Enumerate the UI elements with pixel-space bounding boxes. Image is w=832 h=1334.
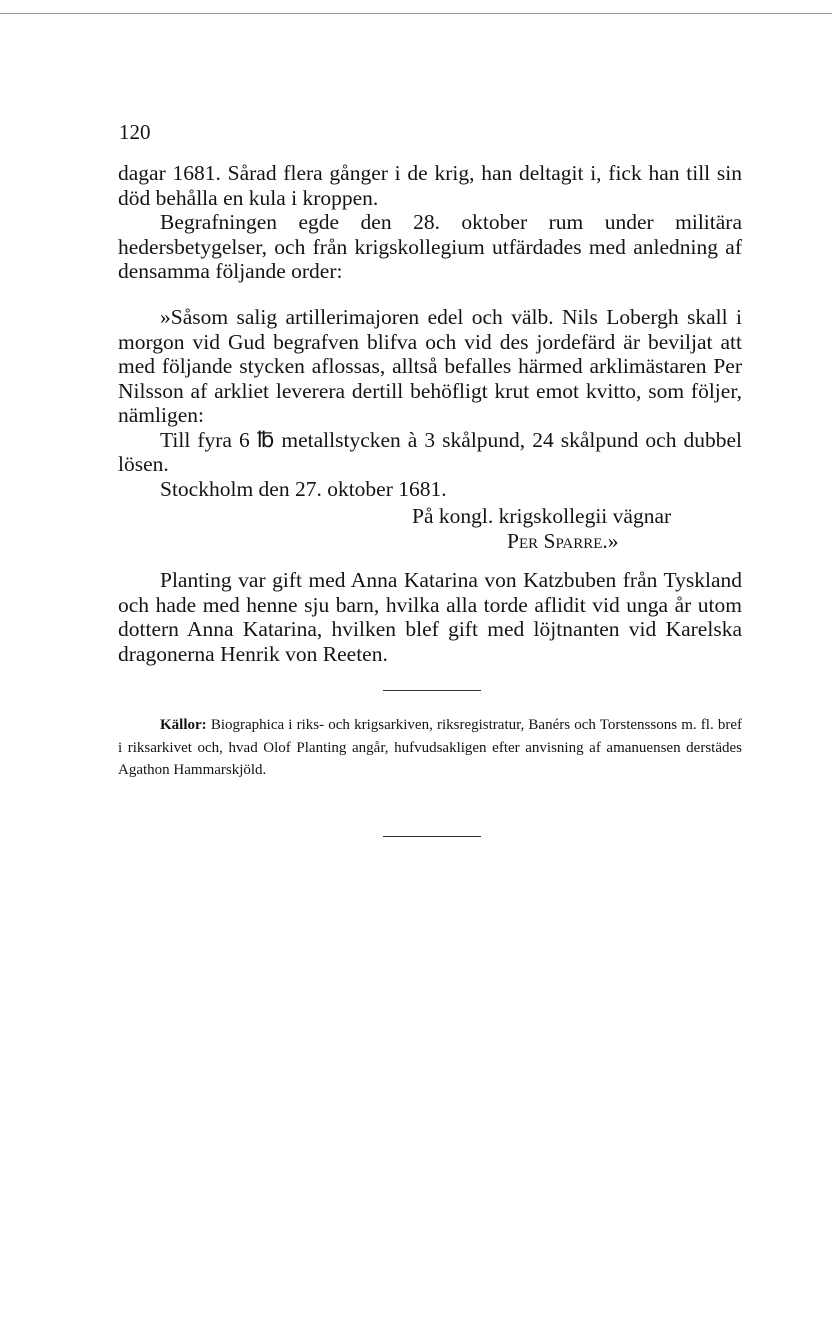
section-divider — [383, 690, 481, 691]
order-authority: På kongl. krigskollegii vägnar — [412, 504, 672, 528]
opening-paragraphs — [118, 161, 742, 284]
paragraph-continuation: dagar 1681. Sårad flera gånger i de krig, han deltagit i, fick han till sin död behålla en kula i kroppen. — [118, 161, 742, 210]
page-number: 120 — [119, 120, 151, 144]
closing-paragraph — [118, 568, 742, 666]
order-item: Till fyra 6 ℔ metallstycken à 3 skålpund, 24 skålpund och dubbel lösen. — [118, 427, 742, 476]
order-place-date: Stockholm den 27. oktober 1681. — [160, 476, 447, 501]
paragraph-family: Planting var gift med Anna Katarina von Katzbuben från Tyskland och hade med henne sju barn, hvilka alla torde aflidit vid unga år utom dottern Anna Katarina, hvilken blef gift med löjtnanten vid Karelska dragonerna Henrik von Reeten. — [118, 568, 742, 666]
sources-label: Källor: — [160, 717, 207, 733]
sources-text: Biographica i riks- och krigsarkiven, riksregistratur, Banérs och Torstenssons m. fl. bref i riksarkivet och, hvad Olof Planting angår, hufvudsakligen efter anvisning af amanuensen derstädes Agathon Hammarskjöld. — [118, 717, 743, 778]
quoted-order — [118, 305, 742, 501]
order-body: »Såsom salig artillerimajoren edel och välb. Nils Lobergh skall i morgon vid Gud begrafven blifva och vid des jordefärd är beviljat att med följande stycken aflossas, alltså befalles härmed arklimästaren Per Nilsson af arkliet leverera dertill behöfligt krut emot kvitto, som följer, nämligen: — [118, 305, 742, 427]
paragraph-funeral: Begrafningen egde den 28. oktober rum under militära hedersbetygelser, och från krigskollegium utfärdades med anledning af densamma följande order: — [118, 210, 742, 283]
page-top-edge — [0, 13, 832, 14]
sources-paragraph — [118, 714, 742, 782]
sources-note — [118, 714, 742, 782]
end-divider — [383, 836, 481, 837]
order-signature: Per Sparre.» — [507, 529, 619, 553]
